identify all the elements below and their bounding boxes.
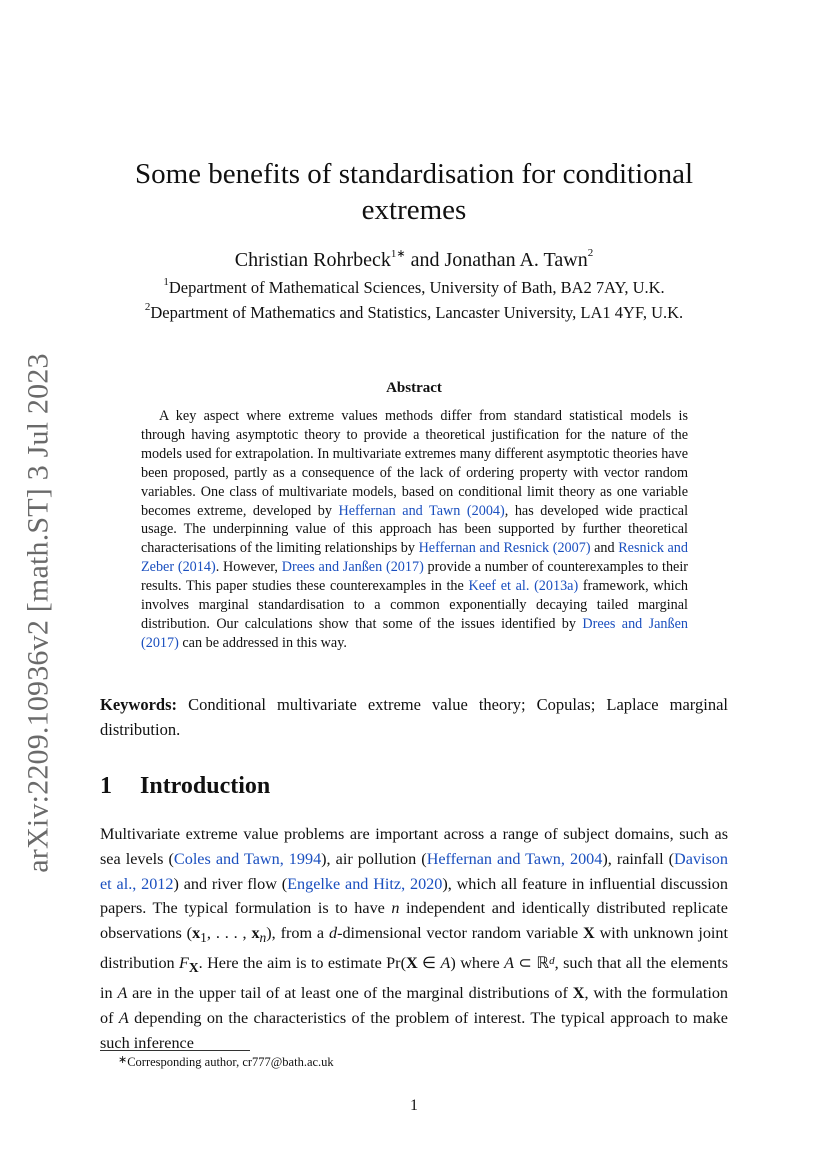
math-symbol: X — [583, 924, 595, 943]
keywords-label: Keywords: — [100, 695, 177, 714]
affiliation-mark: 2 — [144, 301, 151, 313]
intro-text: ⊂ ℝ — [514, 954, 550, 973]
citation-link[interactable]: Drees and Janßen — [582, 615, 688, 632]
citation-link[interactable]: Davison et al., 2012 — [100, 849, 728, 893]
abstract-text: . However, — [215, 559, 282, 576]
math-symbol: x — [251, 924, 260, 943]
section-title: Introduction — [140, 773, 271, 799]
affiliation — [100, 303, 728, 323]
intro-text: ) where — [450, 954, 505, 973]
math-superscript: d — [549, 955, 555, 968]
author-line — [100, 249, 728, 272]
math-subscript: n — [259, 930, 267, 946]
arxiv-identifier: arXiv:2209.10936v2 [math.ST] 3 Jul 2023 — [22, 353, 55, 873]
citation-link[interactable]: Heffernan and Tawn, 2004 — [426, 849, 603, 868]
affiliation-text: Department of Mathematical Sciences, University of Bath, BA2 7AY, U.K. — [168, 278, 665, 297]
math-symbol: F — [179, 954, 189, 973]
math-symbol: x — [192, 924, 201, 943]
abstract-text: provide a number of counterexamples to their results. This paper studies these counterexamples in the — [141, 559, 689, 595]
intro-text: are in the upper tail of at least one of the marginal distributions of — [127, 984, 573, 1003]
page-number: 1 — [410, 1097, 418, 1114]
intro-text: . Here the aim is to estimate Pr( — [198, 954, 406, 973]
citation-link[interactable]: Heffernan and Tawn — [338, 502, 461, 519]
intro-text: ), which all feature in influential discussion papers. The typical formulation is to have — [100, 874, 728, 918]
citation-link[interactable]: Engelke and Hitz, 2020 — [287, 874, 443, 893]
paper-title: Some benefits of standardisation for conditional extremes — [134, 158, 694, 226]
author-connector: and — [405, 249, 445, 271]
citation-link[interactable]: Drees and Janßen — [281, 559, 383, 576]
author-name: Christian Rohrbeck — [234, 249, 391, 271]
math-subscript: X — [188, 960, 199, 976]
author-affil-mark: 2 — [587, 247, 594, 259]
section-number: 1 — [100, 773, 112, 799]
math-symbol: n — [391, 899, 400, 918]
abstract-text: can be addressed in this way. — [178, 634, 347, 651]
affiliation-mark: 1 — [163, 276, 169, 288]
math-symbol: d — [328, 924, 338, 943]
citation-year-link[interactable]: (2017) — [141, 634, 179, 651]
intro-text: ), from a — [266, 924, 329, 943]
footnote-divider — [100, 1050, 250, 1051]
math-symbol: A — [117, 984, 128, 1003]
keywords-text: Conditional multivariate extreme value theory; Copulas; Laplace marginal distribution. — [100, 695, 728, 739]
arxiv-sidebar — [10, 353, 68, 873]
citation-link[interactable]: Coles and Tawn, 1994 — [173, 849, 322, 868]
keywords — [100, 692, 728, 742]
author-name: Jonathan A. Tawn — [444, 249, 588, 271]
abstract-text: , has developed wide practical usage. The underpinning value of this approach has been supported by further theoretical characterisations of the limiting relationships by — [141, 502, 689, 557]
citation-link[interactable]: Resnick and Zeber — [141, 540, 688, 576]
section-heading — [100, 773, 270, 800]
math-subscript: 1 — [200, 930, 207, 946]
intro-text: ) and river flow ( — [173, 874, 288, 893]
citation-year-link[interactable]: (2013a) — [534, 578, 579, 595]
intro-text: , . . . , — [206, 924, 252, 943]
author-affil-mark: 1∗ — [390, 248, 406, 260]
intro-text: with unknown joint distribution — [100, 924, 729, 973]
citation-year-link[interactable]: (2007) — [552, 540, 591, 557]
math-symbol: A — [504, 954, 514, 973]
citation-year-link[interactable]: (2004) — [466, 502, 505, 519]
intro-text: depending on the characteristics of the problem of interest. The typical approach to make such inference — [100, 1009, 728, 1052]
abstract-text: and — [590, 540, 619, 557]
intro-paragraph — [100, 822, 728, 1056]
abstract-text: framework, which involves marginal standardisation to a common exponentially decaying tailed marginal distribution. Our calculations show that some of the issues identified by — [141, 578, 688, 632]
affiliation — [100, 278, 728, 298]
math-symbol: A — [440, 954, 451, 973]
math-symbol: A — [118, 1009, 129, 1028]
intro-text: independent and identically distributed replicate observations ( — [100, 899, 728, 943]
citation-year-link[interactable]: (2014) — [177, 559, 216, 576]
affiliation-text: Department of Mathematics and Statistics, Lancaster University, LA1 4YF, U.K. — [150, 303, 684, 322]
citation-link[interactable]: Heffernan and Resnick — [418, 540, 550, 557]
intro-text: Multivariate extreme value problems are important across a range of subject domains, such as sea levels ( — [100, 825, 728, 868]
intro-text: -dimensional vector random variable — [337, 924, 584, 943]
abstract-text: A key aspect where extreme values methods differ from standard statistical models is through having asymptotic theory to provide a theoretical justification for the nature of the models used for extrapolation. In multivariate extremes many different asymptotic theories have been proposed, partly as a consequence of the lack of ordering property with vector random variables. One class of multivariate models, based on conditional limit theory as one variable becomes extreme, developed by — [141, 408, 688, 519]
abstract-body — [141, 407, 688, 653]
math-symbol: X — [405, 954, 418, 973]
intro-text: ), rainfall ( — [602, 849, 675, 868]
intro-text: ), air pollution ( — [321, 849, 427, 868]
footnote-text: Corresponding author, cr777@bath.ac.uk — [127, 1055, 334, 1069]
citation-year-link[interactable]: (2017) — [385, 559, 424, 576]
footnote-mark: ∗ — [118, 1054, 128, 1066]
intro-text: , with the formulation of — [100, 984, 729, 1028]
citation-link[interactable]: Keef et al. — [468, 578, 530, 595]
math-symbol: X — [572, 984, 585, 1003]
intro-text: ∈ — [417, 954, 441, 973]
footnote — [118, 1055, 334, 1070]
intro-text: , such that all the elements in — [100, 954, 729, 1003]
abstract-heading: Abstract — [386, 380, 442, 396]
